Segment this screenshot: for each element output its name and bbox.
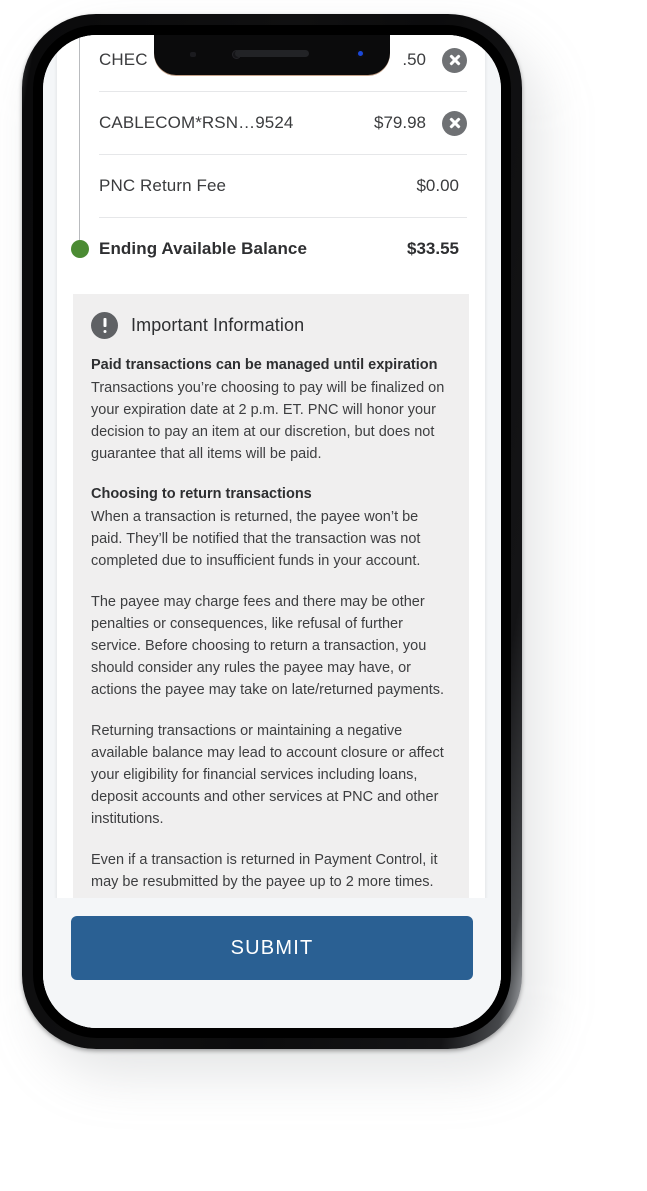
transaction-name: CABLECOM*RSN…9524 [99,113,294,132]
info-paragraph: Returning transactions or maintaining a negative available balance may lead to account closure or affect your eligibility for financial services including loans, deposit accounts and other services at PNC and other institutions. [91,723,444,827]
table-row[interactable] [99,92,467,155]
phone-screen [43,35,501,1028]
transaction-name: CHEC [99,50,148,69]
phone-device-frame [22,14,522,1049]
important-information-panel [73,294,469,956]
important-information-header [91,312,451,339]
ending-balance-row [99,218,467,280]
info-block [91,720,451,830]
info-block [91,591,451,701]
transaction-amount: .50 [402,50,426,69]
info-paragraph: The payee may charge fees and there may be other penalties or consequences, like refusal of further service. Before choosing to return a transaction, you should consider any rules the payee may have, or actions the payee may take on late/returned payments. [91,594,445,698]
remove-transaction-icon[interactable] [442,48,467,73]
submit-button[interactable]: SUBMIT [71,916,473,980]
earpiece-speaker-icon [235,50,309,57]
submit-bar [43,898,501,1028]
app-viewport [43,35,501,1028]
fee-label: PNC Return Fee [99,176,227,195]
fee-amount: $0.00 [416,176,459,195]
info-block [91,849,451,893]
info-block [91,484,451,572]
important-information-title: Important Information [131,315,305,335]
info-paragraph: Even if a transaction is returned in Payment Control, it may be resubmitted by the payee up to 2 more times. [91,852,438,890]
infrared-sensor-icon [190,52,196,57]
table-row [99,155,467,218]
info-paragraph: Transactions you’re choosing to pay will be finalized on your expiration date at 2 p.m. ET. PNC will honor your decision to pay an item at our discretion, but does not guarantee that all items will be paid. [91,380,445,462]
alert-exclamation-icon [91,312,118,339]
ending-balance-label: Ending Available Balance [99,239,308,258]
info-heading: Paid transactions can be managed until expiration [91,357,438,373]
remove-transaction-icon[interactable] [442,111,467,136]
info-block [91,355,451,465]
transactions-card [57,35,485,978]
timeline-rail [79,35,80,249]
device-notch [154,35,390,75]
info-heading: Choosing to return transactions [91,486,312,502]
transaction-amount: $79.98 [374,113,426,132]
ending-balance-amount: $33.55 [407,239,459,258]
timeline-end-dot [71,240,89,258]
info-paragraph: When a transaction is returned, the payee won’t be paid. They’ll be notified that the transaction was not completed due to insufficient funds in your account. [91,509,421,569]
front-camera-lens-icon [358,51,363,56]
